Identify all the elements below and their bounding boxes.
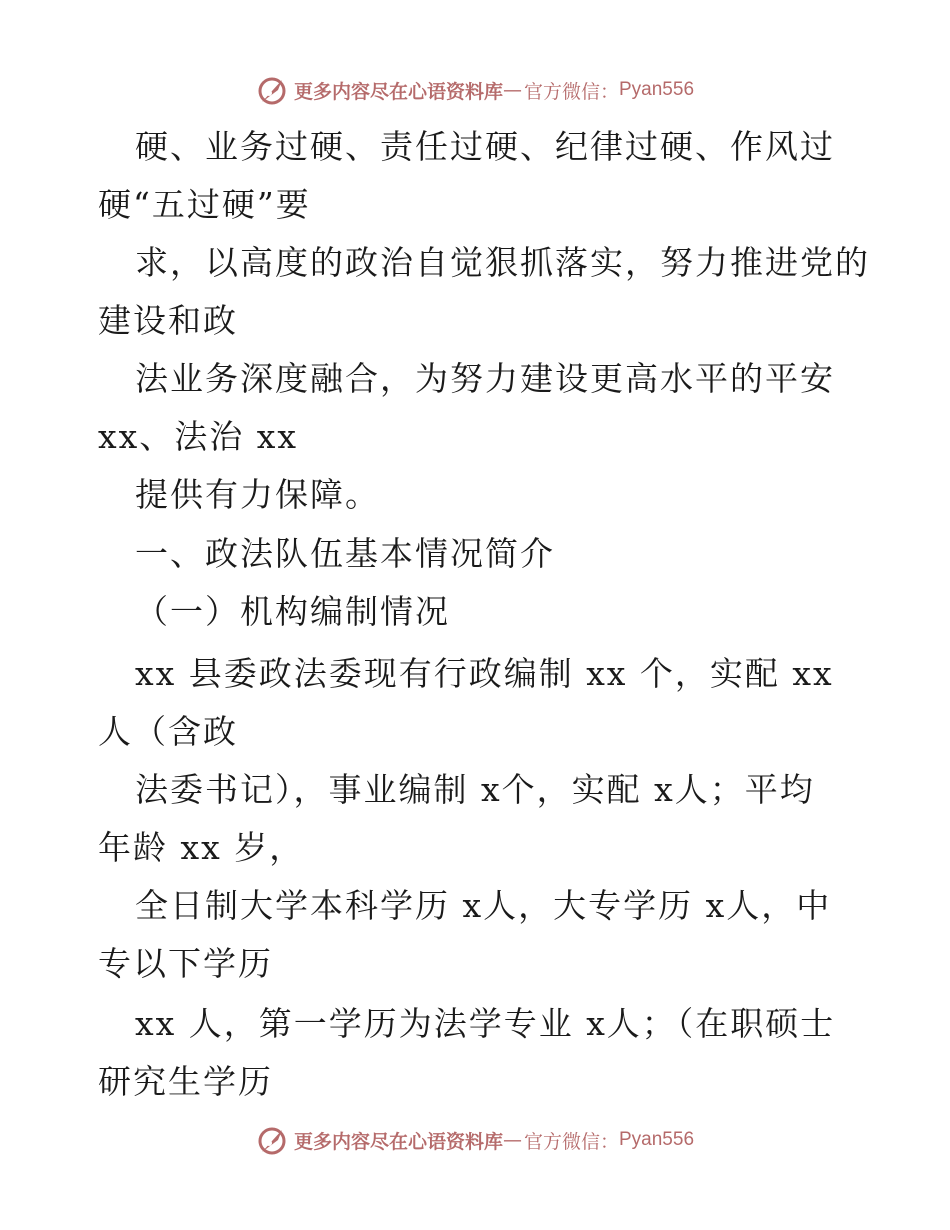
section-heading: 一、政法队伍基本情况简介 xyxy=(135,534,555,573)
banner-sub-text: 官方微信： xyxy=(523,80,619,103)
body-line: 研究生学历 xyxy=(98,1062,273,1101)
banner-dash: — xyxy=(502,79,522,101)
body-line: xx 县委政法委现有行政编制 xx 个，实配 xx xyxy=(135,654,834,693)
footer-banner xyxy=(0,1120,950,1160)
banner-wechat-id: Pyan556 xyxy=(619,79,695,100)
header-banner xyxy=(0,70,950,110)
banner-wechat-id: Pyan556 xyxy=(619,1129,695,1150)
quill-logo-icon xyxy=(256,1124,288,1156)
subsection-heading: （一）机构编制情况 xyxy=(135,592,450,631)
body-line: 求，以高度的政治自觉狠抓落实，努力推进党的 xyxy=(135,243,870,282)
body-line: 法委书记），事业编制 x个，实配 x人；平均 xyxy=(135,770,815,809)
body-line: 硬、业务过硬、责任过硬、纪律过硬、作风过 xyxy=(135,127,835,166)
banner-main-text: 更多内容尽在心语资料库 xyxy=(293,1130,503,1153)
body-line: 法业务深度融合，为努力建设更高水平的平安 xyxy=(135,359,835,398)
body-line: 建设和政 xyxy=(98,301,238,340)
body-line: 硬“五过硬”要 xyxy=(98,185,311,224)
body-line: 提供有力保障。 xyxy=(135,475,380,514)
banner-sub-text: 官方微信： xyxy=(523,1130,619,1153)
body-line: 全日制大学本科学历 x人，大专学历 x人，中 xyxy=(135,886,832,925)
body-line: 人（含政 xyxy=(98,712,238,751)
body-line: 年龄 xx 岁， xyxy=(98,828,305,867)
quill-logo-icon xyxy=(256,74,288,106)
banner-main-text: 更多内容尽在心语资料库 xyxy=(293,80,503,103)
body-line: xx、法治 xx xyxy=(98,417,298,456)
body-line: 专以下学历 xyxy=(98,944,273,983)
banner-dash: — xyxy=(502,1129,522,1151)
body-line: xx 人，第一学历为法学专业 x人；（在职硕士 xyxy=(135,1004,836,1043)
